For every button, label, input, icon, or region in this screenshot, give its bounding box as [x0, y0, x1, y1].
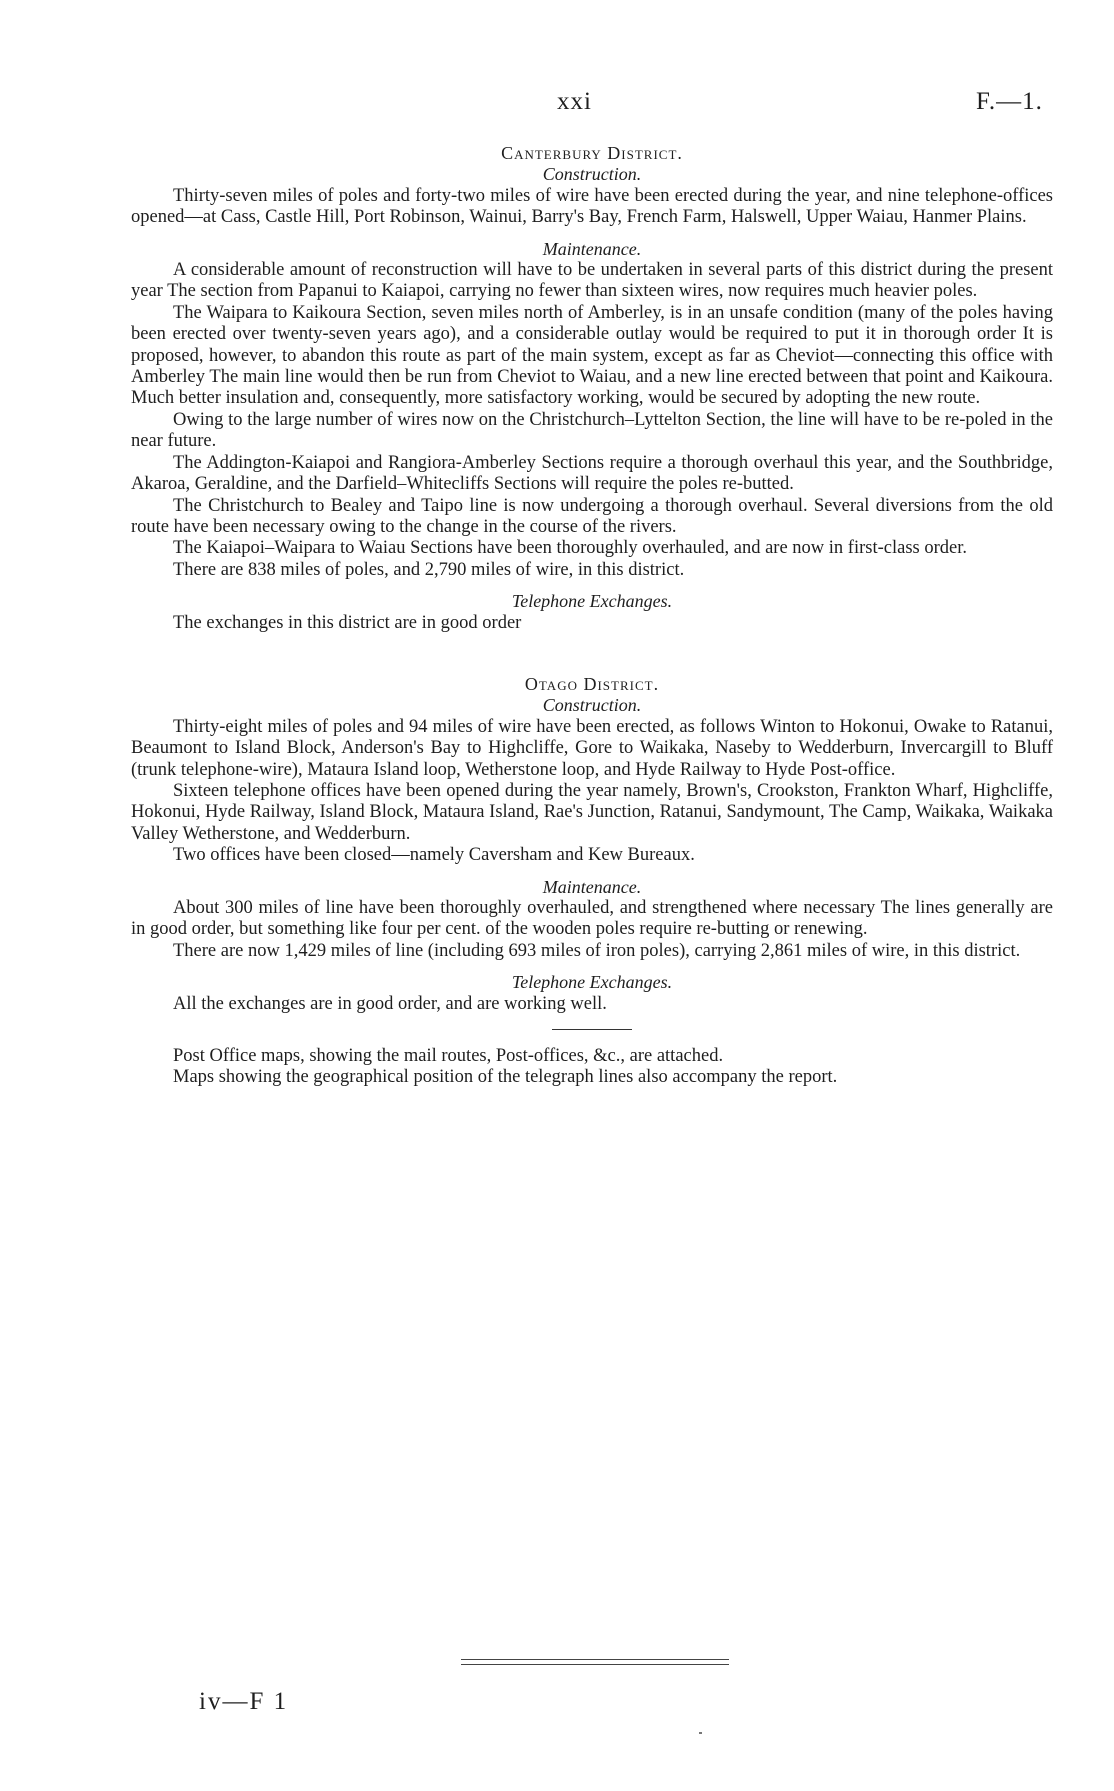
closing-note: Maps showing the geographical position of the telegraph lines also accompany the report.: [173, 1067, 838, 1088]
canterbury-maintenance-paragraph: The Addington-Kaiapoi and Rangiora-Amberley Sections require a thorough overhaul this year, and the Southbridge, Akaroa, Geraldine, and the Darfield–Whitecliffs Sections will require the poles re-butted.: [131, 452, 1053, 495]
page-number: xxi: [557, 88, 592, 115]
canterbury-maintenance-paragraph: Owing to the large number of wires now on the Christchurch–Lyttelton Section, the line will have to be re-poled in the near future.: [131, 409, 1053, 452]
closing-note: Post Office maps, showing the mail routes, Post-offices, &c., are attached.: [173, 1046, 724, 1067]
otago-construction-paragraph: Two offices have been closed—namely Caversham and Kew Bureaux.: [173, 845, 695, 866]
canterbury-maintenance-heading: Maintenance.: [542, 238, 642, 259]
canterbury-district-title: Canterbury District.: [501, 143, 683, 163]
canterbury-maintenance-paragraph: The Kaiapoi–Waipara to Waiau Sections have been thoroughly overhauled, and are now in first-class order.: [173, 538, 967, 559]
canterbury-construction-text: Thirty-seven miles of poles and forty-two miles of wire have been erected during the year, and nine telephone-offices opened—at Cass, Castle Hill, Port Robinson, Wainui, Barry's Bay, French Farm, Halswell, Upper Waiau, Hanmer Plains.: [131, 185, 1053, 228]
canterbury-exchanges-text: The exchanges in this district are in good order: [173, 612, 522, 633]
canterbury-maintenance-paragraph: The Christchurch to Bealey and Taipo line is now undergoing a thorough overhaul. Several diversions from the old route have been necessary owing to the change in the course of the rivers.: [131, 495, 1053, 537]
otago-maintenance-paragraph: About 300 miles of line have been thoroughly overhauled, and strengthened where necessary The lines generally are in good order, but something like four per cent. of the wooden poles require re-butting or renewing.: [131, 898, 1053, 940]
print-speck: [699, 1732, 702, 1734]
otago-district-title: Otago District.: [524, 673, 660, 694]
report-body: [131, 143, 1053, 1089]
canterbury-construction-heading: Construction.: [542, 164, 642, 185]
section-divider: [552, 1029, 632, 1030]
end-of-section-rules: [461, 1659, 729, 1669]
printer-signature: iv—F 1: [199, 1688, 289, 1715]
otago-exchanges-heading: Telephone Exchanges.: [511, 972, 673, 993]
canterbury-maintenance-paragraph: There are 838 miles of poles, and 2,790 miles of wire, in this district.: [173, 559, 685, 580]
otago-construction-paragraph: Sixteen telephone offices have been opened during the year namely, Brown's, Crookston, Frankton Wharf, Highcliffe, Hokonui, Hyde Railway, Island Block, Mataura Island, Rae's Junction, Ratanui, Sandymount, The Camp, Waikaka, Waikaka Valley Wetherstone, and Wedderburn.: [131, 780, 1053, 844]
document-reference: F.—1.: [976, 88, 1043, 115]
otago-exchanges-text: All the exchanges are in good order, and are working well.: [173, 993, 607, 1014]
otago-maintenance-paragraph: There are now 1,429 miles of line (including 693 miles of iron poles), carrying 2,861 miles of wire, in this district.: [173, 940, 1021, 961]
canterbury-maintenance-paragraph: The Waipara to Kaikoura Section, seven miles north of Amberley, is in an unsafe condition (many of the poles having been erected over twenty-seven years ago), and a considerable outlay would be required to put it in thorough order It is proposed, however, to abandon this route as part of the main system, except as far as Cheviot—connecting this office with Amberley The main line would then be run from Cheviot to Waiau, and a new line erected between that point and Kaikoura. Much better insulation and, consequently, more satisfactory working, would be secured by adopting the new route.: [131, 302, 1053, 409]
otago-maintenance-heading: Maintenance.: [542, 876, 642, 897]
canterbury-maintenance-paragraph: A considerable amount of reconstruction will have to be undertaken in several parts of this district during the present year The section from Papanui to Kaiapoi, carrying no fewer than sixteen wires, now requires much heavier poles.: [131, 260, 1053, 302]
canterbury-exchanges-heading: Telephone Exchanges.: [511, 591, 673, 612]
otago-construction-paragraph: Thirty-eight miles of poles and 94 miles of wire have been erected, as follows Winton to Hokonui, Owake to Ratanui, Beaumont to Island Block, Anderson's Bay to Highcliffe, Gore to Waikaka, Naseby to Wedderburn, Invercargill to Bluff (trunk telephone-wire), Mataura Island loop, Wetherstone loop, and Hyde Railway to Hyde Post-office.: [131, 716, 1053, 780]
otago-construction-heading: Construction.: [542, 695, 642, 716]
